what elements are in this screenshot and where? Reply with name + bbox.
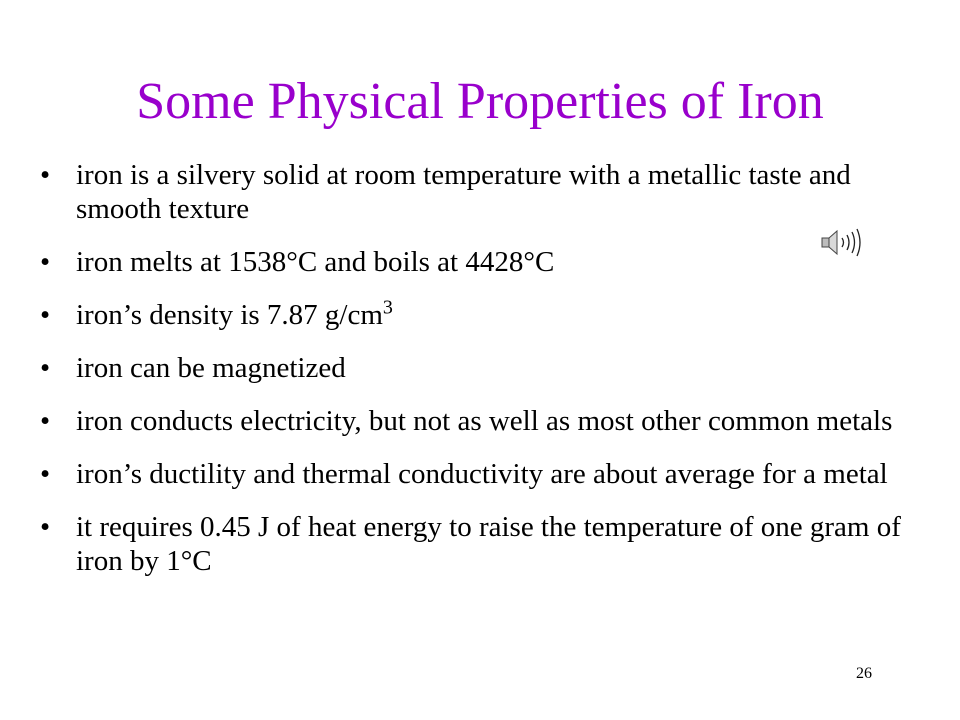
- bullet-text: it requires 0.45 J of heat energy to raise the temperature of one gram of iron by 1°C: [76, 511, 901, 577]
- bullet-dot: •: [40, 458, 51, 490]
- speaker-icon[interactable]: [820, 226, 864, 258]
- bullet-text: iron is a silvery solid at room temperature with a metallic taste and smooth texture: [76, 159, 851, 225]
- bullet-dot: •: [40, 405, 51, 437]
- bullet-item: [40, 351, 920, 385]
- bullet-dot: •: [40, 159, 51, 191]
- bullet-text: iron melts at 1538°C and boils at 4428°C: [76, 246, 555, 278]
- bullet-text: iron can be magnetized: [76, 352, 346, 384]
- bullet-dot: •: [40, 246, 51, 278]
- bullet-item: [40, 457, 920, 491]
- slide-title: Some Physical Properties of Iron: [136, 73, 824, 130]
- bullet-item: [40, 158, 920, 226]
- bullet-list: [40, 158, 920, 597]
- bullet-dot: •: [40, 299, 51, 331]
- page-number: 26: [856, 665, 872, 682]
- bullet-item: [40, 510, 920, 578]
- bullet-dot: •: [40, 352, 51, 384]
- bullet-dot: •: [40, 511, 51, 543]
- bullet-text: iron conducts electricity, but not as well as most other common metals: [76, 405, 893, 437]
- bullet-item: [40, 298, 920, 332]
- bullet-text: iron’s ductility and thermal conductivity are about average for a metal: [76, 458, 888, 490]
- bullet-item: [40, 245, 920, 279]
- density-superscript: 3: [382, 296, 393, 319]
- bullet-text: iron’s density is 7.87 g/cm: [76, 299, 383, 331]
- bullet-item: [40, 404, 920, 438]
